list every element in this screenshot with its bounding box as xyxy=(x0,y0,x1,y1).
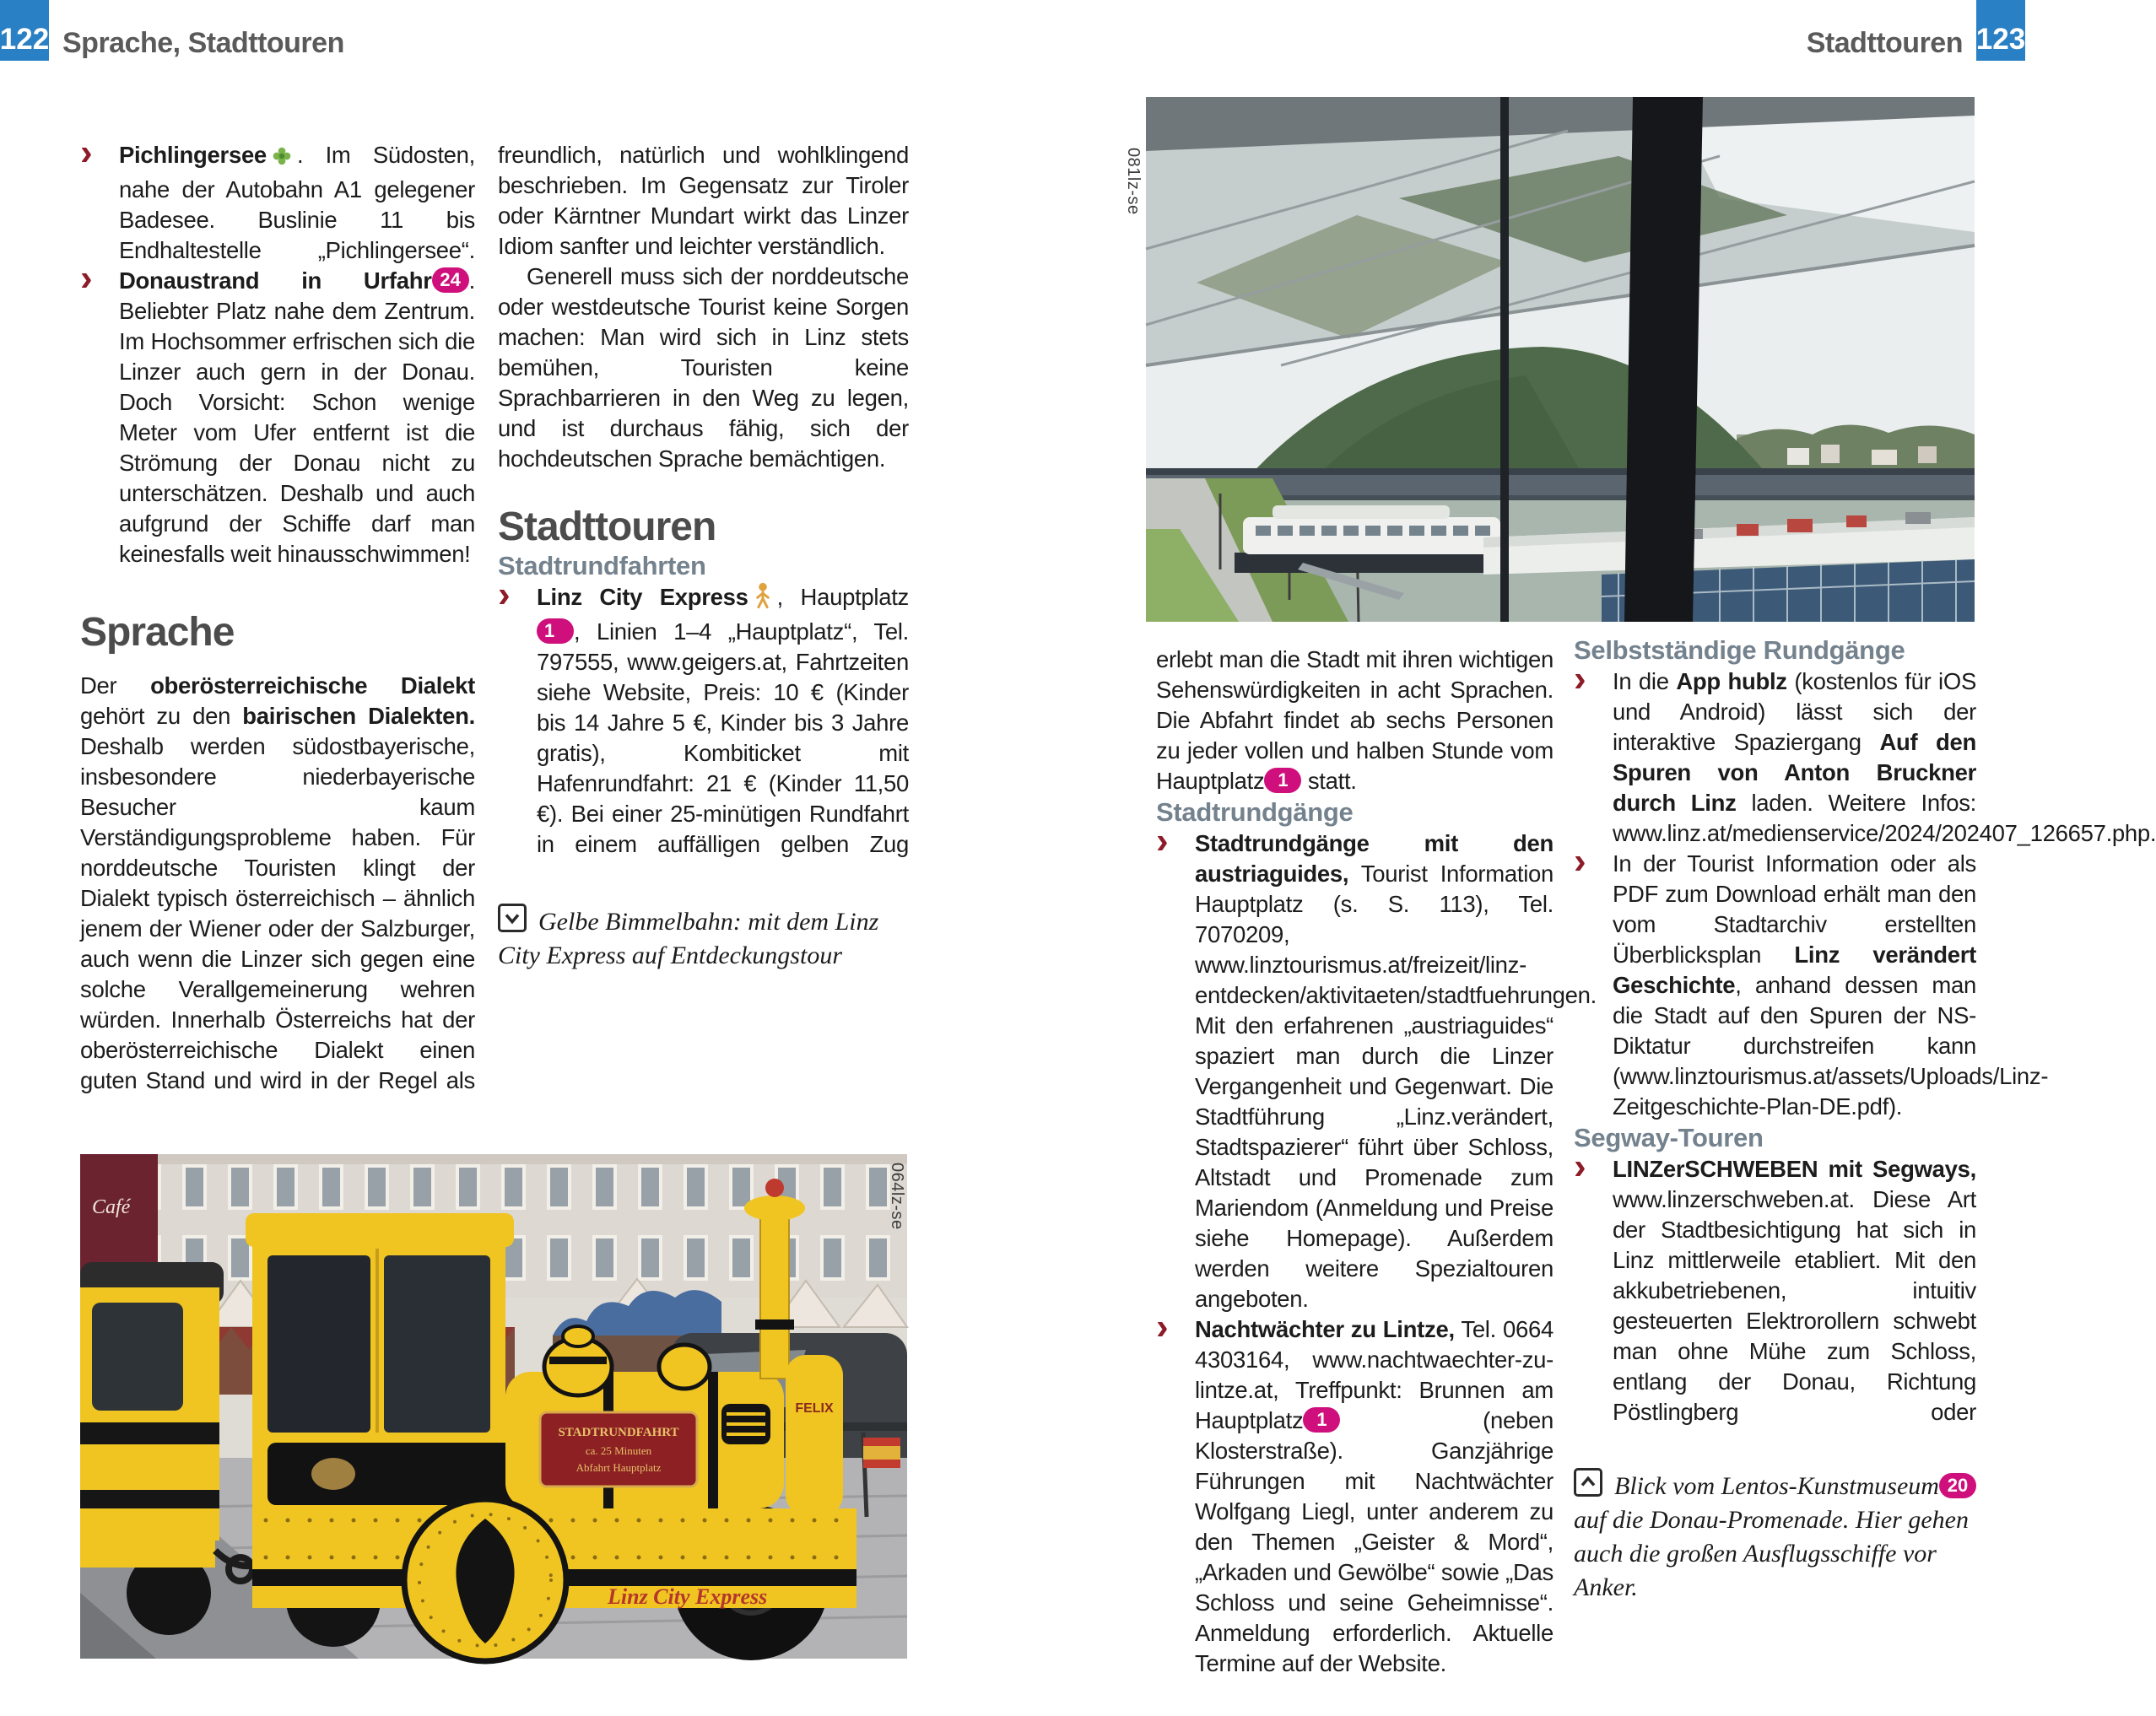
caption-text xyxy=(498,908,878,969)
text-segment: Nachtwächter zu Lintze, xyxy=(1195,1316,1455,1342)
right-page-column-2 xyxy=(1574,634,2156,1605)
list-item xyxy=(1156,1314,1554,1679)
text-segment: Deshalb werden südostbayerische, insbesondere niederbayerische Besucher kaum Verständigungsprobleme haben. Für norddeutsche Touristen klingt der Dialekt typisch österreichisch – ähnlich jenem der Wiener oder der Salzburger, auch wenn die Linzer sich gegen eine solche Verallgemeinerung wehren würden. Innerhalb Österreichs hat der oberösterreichische Dialekt einen guten Stand und wird in der Regel als xyxy=(80,733,475,1093)
window-view-illustration xyxy=(1146,97,1975,622)
list-item xyxy=(1156,828,1597,1314)
svg-text:ca. 25 Minuten: ca. 25 Minuten xyxy=(585,1444,652,1457)
paragraph xyxy=(80,671,475,1096)
text-segment: App hublz xyxy=(1676,668,1787,694)
text-segment: Stadtrundgänge mit den austriaguides, xyxy=(1195,830,1554,887)
text-segment: Blick vom Lentos-Kunstmuseum xyxy=(1614,1472,1939,1500)
text-segment: (kostenlos für iOS und Android) lässt sich der interaktive Spaziergang xyxy=(1613,668,1976,755)
right-page-column-1 xyxy=(1156,645,1597,1679)
paragraph xyxy=(498,140,909,262)
photo-caption xyxy=(498,904,909,973)
text-segment: , Hauptplatz xyxy=(776,584,909,610)
text-segment: In die xyxy=(1613,668,1677,694)
subheading-stadtrundgaenge: Stadtrundgänge xyxy=(1156,797,1354,827)
train-photo-illustration xyxy=(80,1154,907,1659)
page-number-right: 123 xyxy=(1976,0,2025,61)
section-heading-stadttouren: Stadttouren xyxy=(498,505,716,549)
engine-name-label: FELIX xyxy=(795,1401,834,1416)
list-item xyxy=(1574,1154,1976,1427)
text-segment: Auf den Spuren von Anton Bruckner durch Linz xyxy=(1613,729,1977,816)
left-page-column-2 xyxy=(498,140,909,973)
map-ref-badge: 24 xyxy=(432,267,469,293)
subheading-stadtrundfahrten: Stadtrundfahrten xyxy=(498,551,706,580)
text-segment: www.linzerschweben.at. Diese Art der Stadtbesichtigung hat sich in Linz mittlerweile etabliert. Mit den akkubetriebenen, intuitiv gesteuerten Elektrorollern schwebt man ohne Mühe zum Schloss, entlang der Donau, Richtung Pöstlingberg oder xyxy=(1613,1186,1976,1425)
text-segment: gehört zu den xyxy=(80,703,243,729)
photo-credit: 064lz-se xyxy=(888,1163,906,1230)
page-number-left: 122 xyxy=(0,0,49,61)
subheading-segway-touren: Segway-Touren xyxy=(1574,1123,1764,1152)
text-segment: Der xyxy=(80,672,151,699)
text-segment: , Linien 1–4 „Hauptplatz“, Tel. 797555, www.geigers.at, Fahrtzeiten siehe Website, Preis: 10 € (Kinder bis 14 Jahre 5 €, Kinder bis 3 Jahre gratis), Kombiticket mit Hafenrundfahrt: 21 € (Kinder 11,50 €). Bei einer 25-minütigen Rundfahrt in einem auffälligen gelben Zug xyxy=(537,618,909,857)
paragraph xyxy=(1156,645,1554,796)
text-segment: bairischen Dialekten. xyxy=(242,703,475,729)
person-icon xyxy=(753,582,773,617)
photo-caption xyxy=(1574,1468,1976,1605)
text-segment: Tel. 0664 4303164, www.nachtwaechter-zu-lintze.at, Treffpunkt: Brunnen am Hauptplatz xyxy=(1195,1316,1554,1433)
map-ref-badge: 1 xyxy=(1264,768,1301,793)
svg-text:Abfahrt Hauptplatz: Abfahrt Hauptplatz xyxy=(575,1461,662,1474)
running-head-right: Stadttouren xyxy=(1806,27,1963,59)
photo-lentos-window-view xyxy=(1124,97,1975,622)
text-segment: LINZerSCHWEBEN mit Segways, xyxy=(1613,1156,1976,1182)
flower-icon xyxy=(271,144,293,175)
subheading-selbststaendige-rundgaenge: Selbstständige Rundgänge xyxy=(1574,635,1905,665)
paragraph xyxy=(498,262,909,474)
map-ref-badge: 1 xyxy=(537,618,574,644)
window-mullion-wide xyxy=(1624,97,1703,622)
left-page-column-1 xyxy=(80,140,475,1096)
caption-photo-above-icon xyxy=(1574,1468,1602,1497)
text-segment: In der Tourist Information oder als PDF zum Download erhält man den vom Stadtarchiv erstellten Überblicksplan xyxy=(1613,850,1976,968)
window-mullion-thin xyxy=(1500,97,1509,622)
text-segment: erlebt man die Stadt mit ihren wichtigen Sehenswürdigkeiten in acht Sprachen. Die Abfahrt findet ab sechs Personen zu jeder vollen und halben Stunde vom Hauptplatz xyxy=(1156,646,1554,794)
tour-sign-plate xyxy=(540,1412,697,1487)
photo-credit: 081lz-se xyxy=(1124,148,1143,215)
list-item xyxy=(80,266,475,569)
map-ref-badge: 20 xyxy=(1939,1473,1976,1498)
text-segment: Gelbe Bimmelbahn: mit dem Linz City Express auf Entdeckungstour xyxy=(498,908,879,969)
text-segment: , anhand dessen man die Stadt auf den Spuren der NS-Diktatur durchstreifen kann (www.linztourismus.at/assets/Uploads/Linz-Zeitgeschichte-Plan-DE.pdf). xyxy=(1613,972,2049,1120)
section-heading-sprache: Sprache xyxy=(80,610,235,655)
svg-text:Café: Café xyxy=(92,1196,131,1218)
caption-photo-below-icon xyxy=(498,904,527,932)
text-segment: Pichlingersee xyxy=(119,142,267,168)
text-segment: Linz verändert Geschichte xyxy=(1613,942,1976,998)
photo-linz-city-express xyxy=(80,1154,907,1659)
text-segment: (neben Klosterstraße). Ganzjährige Führungen mit Nachtwächter Wolfgang Liegl, unter anderem zu den Themen „Geister & Mord“, „Arkaden und Gewölbe“ sowie „Das Schloss und seine Geheimnisse“. Anmeldung erforderlich. Aktuelle Termine auf der Website. xyxy=(1195,1407,1554,1676)
text-segment: statt. xyxy=(1301,768,1357,794)
text-segment: Tourist Information Hauptplatz (s. S. 113), Tel. 7070209, www.linztourismus.at/freizeit/linz-entdecken/aktivitaeten/stadtfuehrungen. Mit den erfahrenen „austriaguides“ spaziert man durch die Linzer Vergangenheit und Gegenwart. Die Stadtführung „Linz.verändert, Stadtspazierer“ führt über Schloss, Altstadt und Promenade zum Mariendom (Anmeldung und Preise siehe Homepage). Außerdem werden weitere Spezialtouren angeboten. xyxy=(1195,861,1597,1312)
running-head-left: Sprache, Stadttouren xyxy=(62,27,344,59)
text-segment: Generell muss sich der norddeutsche oder westdeutsche Tourist keine Sorgen machen: Man wird sich in Linz stets bemühen, Touristen keine Sprachbarrieren in den Weg zu legen, und ist durchaus fähig, sich der hochdeutschen Sprache bemächtigen. xyxy=(498,263,909,472)
text-segment: auf die Donau-Promenade. Hier gehen auch die großen Ausflugsschiffe vor Anker. xyxy=(1574,1506,1969,1601)
text-segment: Linz City Express xyxy=(537,584,748,610)
list-item xyxy=(1574,849,2049,1122)
text-segment: freundlich, natürlich und wohlklingend beschrieben. Im Gegensatz zur Tiroler oder Kärntner Mundart wirkt das Linzer Idiom sanfter und leichter verständlich. xyxy=(498,142,909,259)
caption-text xyxy=(1574,1472,1976,1601)
list-item xyxy=(1574,666,2156,849)
text-segment: laden. Weitere Infos: www.linz.at/medienservice/2024/202407_126657.php. xyxy=(1613,790,2156,846)
text-segment: oberösterreichische Dialekt xyxy=(150,672,475,699)
list-item xyxy=(498,582,909,860)
side-text-label: Linz City Express xyxy=(608,1584,768,1609)
svg-text:STADTRUNDFAHRT: STADTRUNDFAHRT xyxy=(558,1426,679,1439)
list-item xyxy=(80,140,475,266)
text-segment: . Beliebter Platz nahe dem Zentrum. Im Hochsommer erfrischen sich die Linzer auch gern in der Donau. Doch Vorsicht: Schon wenige Meter vom Ufer entfernt ist die Strömung der Donau nicht zu unterschätzen. Deshalb und auch aufgrund der Schiffe darf man keinesfalls weit hinausschwimmen! xyxy=(119,267,475,567)
map-ref-badge: 1 xyxy=(1303,1407,1340,1433)
text-segment: Donaustrand in Urfahr xyxy=(119,267,432,294)
text-segment: . Im Südosten, nahe der Autobahn A1 gelegener Badesee. Buslinie 11 bis Endhaltestelle „Pichlingersee“. xyxy=(119,142,475,263)
